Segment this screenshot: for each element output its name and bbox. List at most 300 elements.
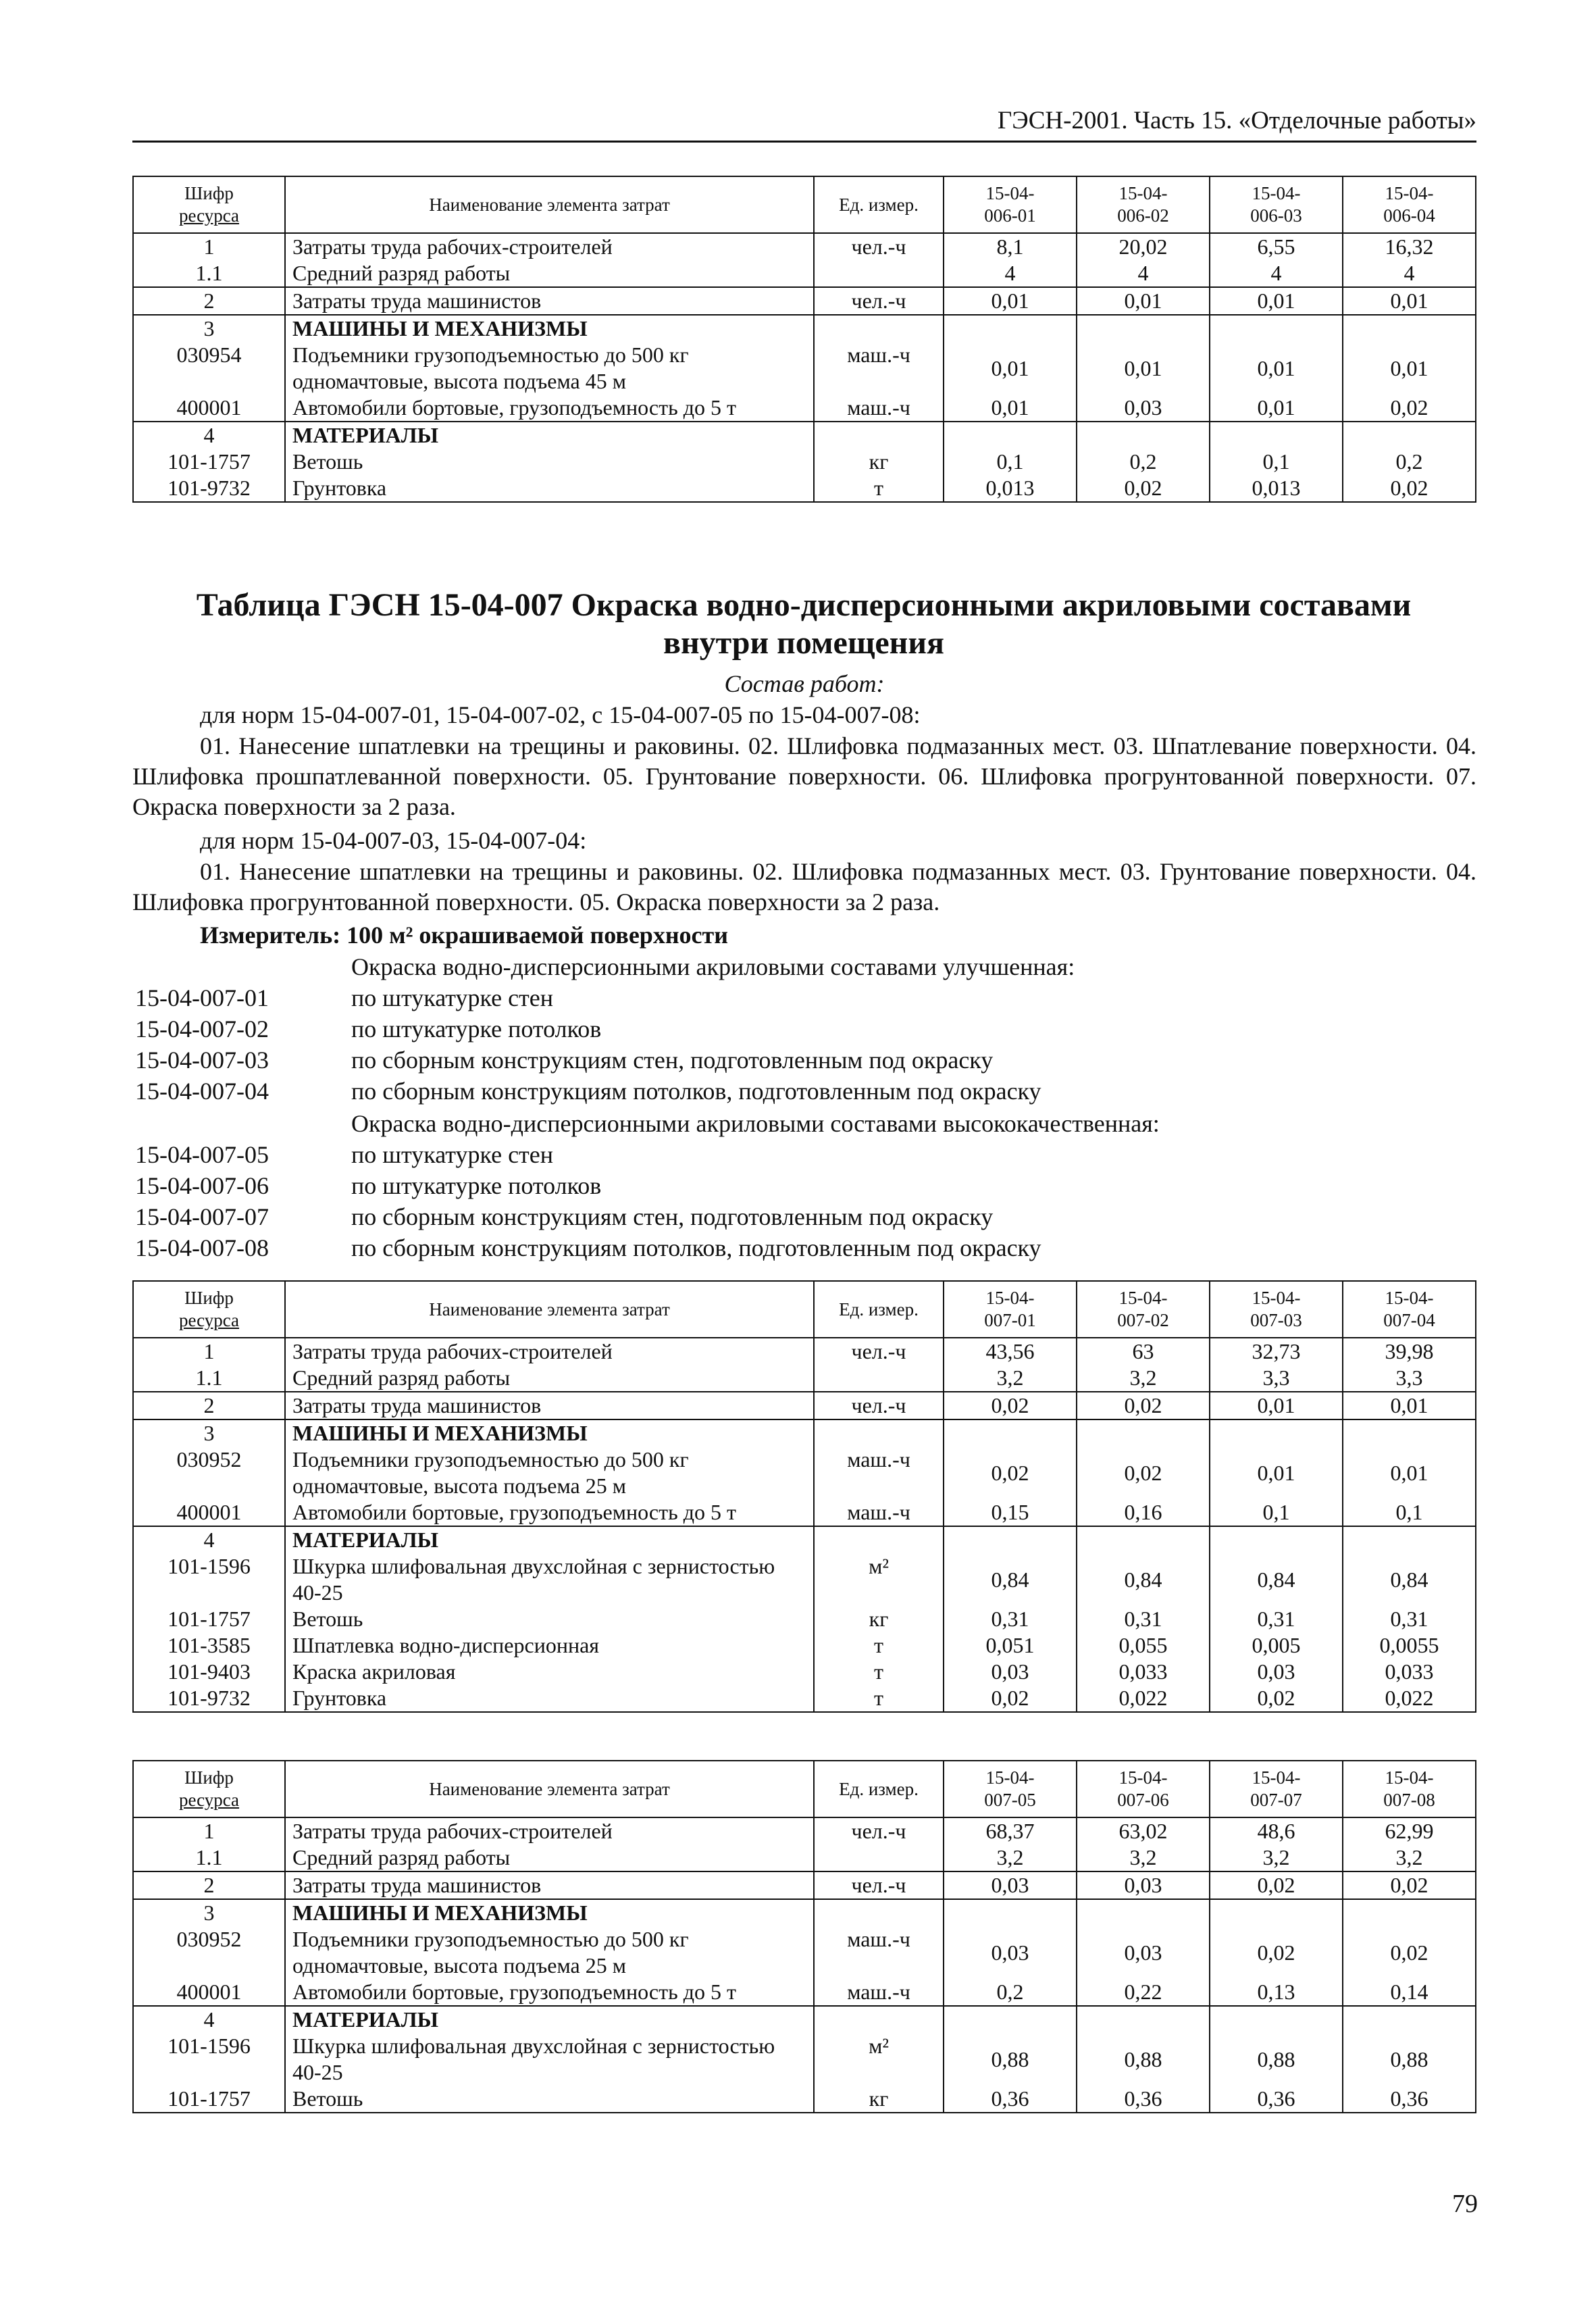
cost-element-cell: Шпатлевка водно-дисперсионная xyxy=(285,1632,814,1659)
norm-value-cell: 0,01 xyxy=(1077,287,1210,315)
resource-code-cell: 101-1757 xyxy=(133,2086,285,2113)
norm-value-cell xyxy=(1077,1419,1210,1447)
resource-code-header xyxy=(133,176,285,233)
norm-value-cell: 0,022 xyxy=(1077,1685,1210,1712)
norm-column-header-suffix: 007-01 xyxy=(984,1310,1036,1330)
unit-cell: м² xyxy=(814,1553,944,1606)
resource-code-cell: 1 xyxy=(133,233,285,260)
resource-code-cell: 1 xyxy=(133,1338,285,1365)
unit-cell: кг xyxy=(814,2086,944,2113)
cost-element-cell: Затраты труда машинистов xyxy=(285,1871,814,1899)
cost-element-cell: МАШИНЫ И МЕХАНИЗМЫ xyxy=(285,315,814,342)
norm-description: по штукатурке стен xyxy=(351,1141,554,1168)
resource-code-cell: 3 xyxy=(133,1899,285,1926)
norm-value-cell: 4 xyxy=(1077,260,1210,287)
norm-value-cell: 0,01 xyxy=(1077,342,1210,395)
norm-value-cell xyxy=(1077,1526,1210,1553)
resource-code-cell: 4 xyxy=(133,2006,285,2033)
norm-value-cell: 3,2 xyxy=(944,1844,1077,1871)
norm-description: по сборным конструкциям стен, подготовленным под окраску xyxy=(351,1203,994,1230)
resource-code-cell: 2 xyxy=(133,1871,285,1899)
norm-value-cell: 0,1 xyxy=(1343,1499,1476,1526)
resource-code-header-line: Шифр xyxy=(184,1767,234,1788)
norm-column-header xyxy=(944,1761,1077,1817)
norm-column-header xyxy=(1210,1281,1343,1338)
table-row xyxy=(133,1844,1476,1871)
norm-column-header xyxy=(1343,176,1476,233)
norm-value-cell: 0,02 xyxy=(1210,1685,1343,1712)
norm-value-cell xyxy=(1343,1526,1476,1553)
norm-value-cell xyxy=(944,1419,1077,1447)
table-row xyxy=(133,1365,1476,1392)
norm-value-cell: 0,88 xyxy=(1077,2033,1210,2086)
norm-value-cell xyxy=(1343,1899,1476,1926)
group-high-quality-heading: Окраска водно-дисперсионными акриловыми составами высококачественная: xyxy=(351,1110,1160,1137)
norm-value-cell xyxy=(1210,2006,1343,2033)
norm-column-header-prefix: 15-04- xyxy=(985,183,1035,203)
norm-value-cell xyxy=(944,422,1077,449)
resource-code-cell: 1.1 xyxy=(133,1365,285,1392)
norm-value-cell: 0,01 xyxy=(1343,1392,1476,1419)
norm-description: по штукатурке стен xyxy=(351,984,554,1011)
unit-cell: чел.-ч xyxy=(814,233,944,260)
norm-value-cell: 68,37 xyxy=(944,1817,1077,1844)
norm-value-cell: 0,13 xyxy=(1210,1979,1343,2006)
norm-value-cell: 0,03 xyxy=(944,1926,1077,1979)
cost-element-cell: Ветошь xyxy=(285,2086,814,2113)
norm-code: 15-04-007-04 xyxy=(135,1078,269,1105)
table-row xyxy=(133,342,1476,395)
cost-element-cell: Средний разряд работы xyxy=(285,260,814,287)
unit-cell: м² xyxy=(814,2033,944,2086)
norm-value-cell: 0,1 xyxy=(944,449,1077,475)
norm-value-cell: 0,36 xyxy=(1210,2086,1343,2113)
norm-value-cell: 0,15 xyxy=(944,1499,1077,1526)
table-row xyxy=(133,2006,1476,2033)
unit-cell xyxy=(814,1365,944,1392)
cost-element-cell: Затраты труда рабочих-строителей xyxy=(285,233,814,260)
unit-cell xyxy=(814,422,944,449)
running-header: ГЭСН-2001. Часть 15. «Отделочные работы» xyxy=(132,101,1476,143)
norm-value-cell xyxy=(1077,1899,1210,1926)
norm-column-header-suffix: 006-04 xyxy=(1383,205,1435,226)
norm-description: по сборным конструкциям стен, подготовленным под окраску xyxy=(351,1047,994,1074)
unit-cell: кг xyxy=(814,449,944,475)
table-row xyxy=(133,1338,1476,1365)
norm-column-header-suffix: 007-02 xyxy=(1117,1310,1169,1330)
norm-value-cell: 48,6 xyxy=(1210,1817,1343,1844)
cost-element-header: Наименование элемента затрат xyxy=(285,176,814,233)
norm-value-cell: 0,02 xyxy=(1077,1392,1210,1419)
norm-value-cell: 0,22 xyxy=(1077,1979,1210,2006)
resource-code-cell: 101-9732 xyxy=(133,475,285,502)
norm-code: 15-04-007-03 xyxy=(135,1047,269,1074)
norm-code: 15-04-007-08 xyxy=(135,1234,269,1261)
cost-element-cell: Грунтовка xyxy=(285,475,814,502)
cost-element-cell: Автомобили бортовые, грузоподъемность до 5 т xyxy=(285,1499,814,1526)
norm-value-cell: 0,01 xyxy=(1210,342,1343,395)
unit-cell xyxy=(814,260,944,287)
table-row xyxy=(133,1685,1476,1712)
cost-element-cell: Шкурка шлифовальная двухслойная с зернистостью 40-25 xyxy=(285,2033,814,2086)
norm-value-cell: 0,01 xyxy=(944,395,1077,422)
group-improved-heading: Окраска водно-дисперсионными акриловыми составами улучшенная: xyxy=(351,953,1075,980)
norm-list-item xyxy=(135,1201,993,1232)
norm-value-cell: 0,14 xyxy=(1343,1979,1476,2006)
norm-list-item xyxy=(135,982,553,1013)
norm-value-cell: 0,033 xyxy=(1077,1659,1210,1685)
cost-element-cell: Средний разряд работы xyxy=(285,1365,814,1392)
norm-value-cell: 0,013 xyxy=(944,475,1077,502)
cost-element-cell: Подъемники грузоподъемностью до 500 кг одномачтовые, высота подъема 25 м xyxy=(285,1447,814,1499)
norm-column-header-prefix: 15-04- xyxy=(1385,1767,1434,1788)
norm-value-cell xyxy=(1343,315,1476,342)
resource-code-cell: 4 xyxy=(133,422,285,449)
norm-column-header-prefix: 15-04- xyxy=(985,1288,1035,1308)
unit-cell: т xyxy=(814,1659,944,1685)
resource-code-header-line: Шифр xyxy=(184,1288,234,1308)
unit-cell: т xyxy=(814,1685,944,1712)
norm-value-cell xyxy=(1077,315,1210,342)
table-row xyxy=(133,2086,1476,2113)
norm-value-cell: 0,01 xyxy=(944,287,1077,315)
norm-column-header xyxy=(1210,1761,1343,1817)
norm-value-cell: 0,03 xyxy=(1077,395,1210,422)
norm-value-cell: 0,02 xyxy=(944,1685,1077,1712)
unit-cell: маш.-ч xyxy=(814,1926,944,1979)
norm-value-cell: 0,005 xyxy=(1210,1632,1343,1659)
section-title-line1: Таблица ГЭСН 15-04-007 Окраска водно-дисперсионными акриловыми составами xyxy=(196,587,1412,623)
norm-value-cell: 0,2 xyxy=(1343,449,1476,475)
norm-column-header xyxy=(944,176,1077,233)
norm-value-cell: 0,02 xyxy=(1343,1871,1476,1899)
norm-value-cell: 0,01 xyxy=(1343,1447,1476,1499)
norm-value-cell: 0,03 xyxy=(944,1871,1077,1899)
norm-value-cell: 20,02 xyxy=(1077,233,1210,260)
table-row xyxy=(133,233,1476,260)
cost-element-cell: Шкурка шлифовальная двухслойная с зернистостью 40-25 xyxy=(285,1553,814,1606)
norm-value-cell: 0,88 xyxy=(944,2033,1077,2086)
table-row xyxy=(133,1499,1476,1526)
unit-header: Ед. измер. xyxy=(814,1281,944,1338)
resource-code-cell: 400001 xyxy=(133,1499,285,1526)
norm-value-cell: 0,1 xyxy=(1210,449,1343,475)
norm-code: 15-04-007-01 xyxy=(135,984,269,1011)
cost-element-cell: МАШИНЫ И МЕХАНИЗМЫ xyxy=(285,1899,814,1926)
norm-value-cell: 6,55 xyxy=(1210,233,1343,260)
resource-code-header-line: ресурса xyxy=(178,205,240,226)
norm-value-cell: 0,03 xyxy=(1077,1871,1210,1899)
norm-column-header xyxy=(1077,1281,1210,1338)
norm-list-item xyxy=(135,1076,1041,1107)
unit-cell: маш.-ч xyxy=(814,1499,944,1526)
cost-element-cell: Затраты труда машинистов xyxy=(285,1392,814,1419)
norm-value-cell: 0,84 xyxy=(944,1553,1077,1606)
resource-code-cell: 2 xyxy=(133,287,285,315)
table-row xyxy=(133,1632,1476,1659)
table-row xyxy=(133,422,1476,449)
norm-value-cell xyxy=(1343,1419,1476,1447)
norm-value-cell: 0,16 xyxy=(1077,1499,1210,1526)
resource-code-cell: 400001 xyxy=(133,395,285,422)
table-row xyxy=(133,1447,1476,1499)
norm-column-header-prefix: 15-04- xyxy=(1385,183,1434,203)
resource-code-cell: 101-3585 xyxy=(133,1632,285,1659)
norm-value-cell: 39,98 xyxy=(1343,1338,1476,1365)
resource-code-cell: 101-9732 xyxy=(133,1685,285,1712)
table-row xyxy=(133,1392,1476,1419)
norm-list-item xyxy=(135,1232,1041,1263)
norm-list-item xyxy=(135,1045,993,1076)
norm-value-cell: 0,36 xyxy=(1343,2086,1476,2113)
unit-cell xyxy=(814,1899,944,1926)
norm-value-cell: 0,31 xyxy=(944,1606,1077,1632)
norm-column-header-prefix: 15-04- xyxy=(1118,1288,1168,1308)
unit-cell: маш.-ч xyxy=(814,1447,944,1499)
norm-value-cell: 0,01 xyxy=(944,342,1077,395)
norm-value-cell xyxy=(1077,422,1210,449)
table-row xyxy=(133,1817,1476,1844)
table-row xyxy=(133,395,1476,422)
norm-value-cell: 0,01 xyxy=(1210,1392,1343,1419)
table-row xyxy=(133,1871,1476,1899)
norm-value-cell: 0,013 xyxy=(1210,475,1343,502)
norm-value-cell: 0,01 xyxy=(1210,395,1343,422)
cost-element-cell: Краска акриловая xyxy=(285,1659,814,1685)
cost-element-cell: Ветошь xyxy=(285,1606,814,1632)
resource-code-cell: 1 xyxy=(133,1817,285,1844)
unit-header: Ед. измер. xyxy=(814,176,944,233)
norm-value-cell: 0,88 xyxy=(1343,2033,1476,2086)
table-header-row xyxy=(133,176,1476,233)
table-row xyxy=(133,1419,1476,1447)
norm-value-cell: 0,01 xyxy=(1343,287,1476,315)
norm-column-header xyxy=(944,1281,1077,1338)
resource-code-cell: 101-1596 xyxy=(133,2033,285,2086)
norm-value-cell xyxy=(1210,1419,1343,1447)
norm-value-cell: 0,84 xyxy=(1343,1553,1476,1606)
norm-value-cell: 0,03 xyxy=(944,1659,1077,1685)
cost-element-cell: Автомобили бортовые, грузоподъемность до 5 т xyxy=(285,395,814,422)
norm-value-cell: 3,2 xyxy=(1077,1844,1210,1871)
table-row xyxy=(133,1899,1476,1926)
norm-value-cell: 0,02 xyxy=(1343,1926,1476,1979)
norm-value-cell: 43,56 xyxy=(944,1338,1077,1365)
norm-value-cell: 0,055 xyxy=(1077,1632,1210,1659)
norm-value-cell: 0,02 xyxy=(1343,395,1476,422)
norm-code: 15-04-007-07 xyxy=(135,1203,269,1230)
norms-list-a: для норм 15-04-007-01, 15-04-007-02, с 15-04-007-05 по 15-04-007-08: xyxy=(200,701,921,728)
norm-value-cell xyxy=(1210,1899,1343,1926)
norm-column-header-prefix: 15-04- xyxy=(985,1767,1035,1788)
norm-column-header-suffix: 006-01 xyxy=(984,205,1036,226)
norm-column-header-suffix: 006-03 xyxy=(1250,205,1302,226)
table-row xyxy=(133,1553,1476,1606)
norm-value-cell: 3,2 xyxy=(1343,1844,1476,1871)
norm-value-cell: 63,02 xyxy=(1077,1817,1210,1844)
resource-code-cell: 1.1 xyxy=(133,260,285,287)
norm-value-cell: 0,051 xyxy=(944,1632,1077,1659)
norm-value-cell xyxy=(1343,2006,1476,2033)
norm-value-cell: 3,3 xyxy=(1210,1365,1343,1392)
norm-value-cell: 0,01 xyxy=(1343,342,1476,395)
norm-value-cell: 4 xyxy=(1210,260,1343,287)
norm-value-cell xyxy=(944,1899,1077,1926)
unit-cell: кг xyxy=(814,1606,944,1632)
norm-column-header-suffix: 007-03 xyxy=(1250,1310,1302,1330)
resource-code-cell: 030954 xyxy=(133,342,285,395)
norm-value-cell: 0,88 xyxy=(1210,2033,1343,2086)
cost-element-cell: Подъемники грузоподъемностью до 500 кг одномачтовые, высота подъема 25 м xyxy=(285,1926,814,1979)
resource-code-header-line: ресурса xyxy=(178,1790,240,1810)
norm-column-header-prefix: 15-04- xyxy=(1118,1767,1168,1788)
resource-code-cell: 3 xyxy=(133,1419,285,1447)
norm-value-cell: 0,36 xyxy=(1077,2086,1210,2113)
norms-list-b: для норм 15-04-007-03, 15-04-007-04: xyxy=(200,827,587,854)
resource-code-cell: 101-1757 xyxy=(133,1606,285,1632)
unit-cell xyxy=(814,1844,944,1871)
norm-column-header xyxy=(1077,176,1210,233)
norm-value-cell: 0,022 xyxy=(1343,1685,1476,1712)
norm-value-cell: 0,2 xyxy=(944,1979,1077,2006)
norm-value-cell: 0,02 xyxy=(1343,475,1476,502)
norm-value-cell: 0,1 xyxy=(1210,1499,1343,1526)
norm-value-cell: 0,31 xyxy=(1210,1606,1343,1632)
norm-description: по штукатурке потолков xyxy=(351,1172,602,1199)
norm-value-cell xyxy=(1210,422,1343,449)
cost-element-cell: МАТЕРИАЛЫ xyxy=(285,422,814,449)
norm-column-header-prefix: 15-04- xyxy=(1252,183,1301,203)
norm-value-cell: 0,033 xyxy=(1343,1659,1476,1685)
norm-column-header-suffix: 007-08 xyxy=(1383,1790,1435,1810)
norm-column-header-prefix: 15-04- xyxy=(1118,183,1168,203)
resource-code-cell: 2 xyxy=(133,1392,285,1419)
norm-value-cell: 0,36 xyxy=(944,2086,1077,2113)
norm-value-cell: 0,2 xyxy=(1077,449,1210,475)
table-header-row xyxy=(133,1761,1476,1817)
unit-cell: чел.-ч xyxy=(814,1338,944,1365)
norm-value-cell: 0,0055 xyxy=(1343,1632,1476,1659)
norm-description: по сборным конструкциям потолков, подготовленным под окраску xyxy=(351,1078,1041,1105)
resource-code-cell: 4 xyxy=(133,1526,285,1553)
norm-value-cell: 0,01 xyxy=(1210,287,1343,315)
resource-code-cell: 101-9403 xyxy=(133,1659,285,1685)
cost-element-cell: Автомобили бортовые, грузоподъемность до 5 т xyxy=(285,1979,814,2006)
norm-list-item xyxy=(135,1139,553,1170)
resource-code-cell: 400001 xyxy=(133,1979,285,2006)
resource-code-cell: 030952 xyxy=(133,1447,285,1499)
unit-cell: чел.-ч xyxy=(814,1392,944,1419)
table-row xyxy=(133,449,1476,475)
table-row xyxy=(133,1606,1476,1632)
resource-table-007-05-08 xyxy=(132,1760,1476,2113)
table-row xyxy=(133,1526,1476,1553)
unit-cell: маш.-ч xyxy=(814,1979,944,2006)
resource-code-header-line: ресурса xyxy=(178,1310,240,1330)
composition-label: Состав работ: xyxy=(724,670,885,697)
resource-code-cell: 030952 xyxy=(133,1926,285,1979)
table-row xyxy=(133,475,1476,502)
cost-element-header: Наименование элемента затрат xyxy=(285,1761,814,1817)
norm-value-cell xyxy=(944,2006,1077,2033)
norm-value-cell: 3,2 xyxy=(1210,1844,1343,1871)
table-row xyxy=(133,287,1476,315)
cost-element-cell: МАТЕРИАЛЫ xyxy=(285,2006,814,2033)
norm-value-cell: 0,31 xyxy=(1077,1606,1210,1632)
norm-column-header-suffix: 006-02 xyxy=(1117,205,1169,226)
resource-code-header-line: Шифр xyxy=(184,183,234,203)
unit-cell xyxy=(814,315,944,342)
resource-code-cell: 101-1757 xyxy=(133,449,285,475)
cost-element-header: Наименование элемента затрат xyxy=(285,1281,814,1338)
norm-column-header-suffix: 007-04 xyxy=(1383,1310,1435,1330)
norm-code: 15-04-007-06 xyxy=(135,1172,269,1199)
norm-column-header xyxy=(1077,1761,1210,1817)
unit-cell: т xyxy=(814,1632,944,1659)
norm-value-cell: 0,31 xyxy=(1343,1606,1476,1632)
resource-code-cell: 101-1596 xyxy=(133,1553,285,1606)
resource-code-header xyxy=(133,1761,285,1817)
resource-code-header xyxy=(133,1281,285,1338)
table-row xyxy=(133,260,1476,287)
norm-value-cell: 0,84 xyxy=(1210,1553,1343,1606)
norm-value-cell xyxy=(944,315,1077,342)
norm-list-item xyxy=(135,1013,601,1045)
norm-value-cell: 0,02 xyxy=(1210,1926,1343,1979)
resource-code-cell: 1.1 xyxy=(133,1844,285,1871)
norm-column-header-suffix: 007-05 xyxy=(984,1790,1036,1810)
norm-value-cell: 63 xyxy=(1077,1338,1210,1365)
unit-cell xyxy=(814,1419,944,1447)
norm-value-cell: 3,2 xyxy=(1077,1365,1210,1392)
norm-description: по штукатурке потолков xyxy=(351,1015,602,1042)
unit-cell: маш.-ч xyxy=(814,395,944,422)
table-row xyxy=(133,2033,1476,2086)
cost-element-cell: Затраты труда рабочих-строителей xyxy=(285,1338,814,1365)
norm-code: 15-04-007-02 xyxy=(135,1015,269,1042)
norm-column-header-suffix: 007-06 xyxy=(1117,1790,1169,1810)
unit-cell xyxy=(814,1526,944,1553)
norm-column-header xyxy=(1343,1761,1476,1817)
unit-cell: т xyxy=(814,475,944,502)
cost-element-cell: Затраты труда рабочих-строителей xyxy=(285,1817,814,1844)
norm-value-cell: 3,2 xyxy=(944,1365,1077,1392)
norm-column-header-prefix: 15-04- xyxy=(1252,1288,1301,1308)
norm-value-cell xyxy=(1210,315,1343,342)
table-row xyxy=(133,1659,1476,1685)
norm-column-header-suffix: 007-07 xyxy=(1250,1790,1302,1810)
table-row xyxy=(133,1926,1476,1979)
norm-value-cell: 4 xyxy=(1343,260,1476,287)
norm-value-cell xyxy=(944,1526,1077,1553)
cost-element-cell: МАТЕРИАЛЫ xyxy=(285,1526,814,1553)
unit-cell xyxy=(814,2006,944,2033)
norm-column-header-prefix: 15-04- xyxy=(1385,1288,1434,1308)
unit-cell: чел.-ч xyxy=(814,287,944,315)
resource-table-007-01-04 xyxy=(132,1280,1476,1713)
unit-cell: чел.-ч xyxy=(814,1871,944,1899)
norm-value-cell: 0,01 xyxy=(1210,1447,1343,1499)
norm-value-cell: 0,02 xyxy=(1210,1871,1343,1899)
resource-code-cell: 3 xyxy=(133,315,285,342)
norm-value-cell: 62,99 xyxy=(1343,1817,1476,1844)
norm-list-item xyxy=(135,1170,601,1201)
norm-description: по сборным конструкциям потолков, подготовленным под окраску xyxy=(351,1234,1041,1261)
cost-element-cell: Грунтовка xyxy=(285,1685,814,1712)
table-row xyxy=(133,315,1476,342)
cost-element-cell: Затраты труда машинистов xyxy=(285,287,814,315)
norm-value-cell xyxy=(1077,2006,1210,2033)
